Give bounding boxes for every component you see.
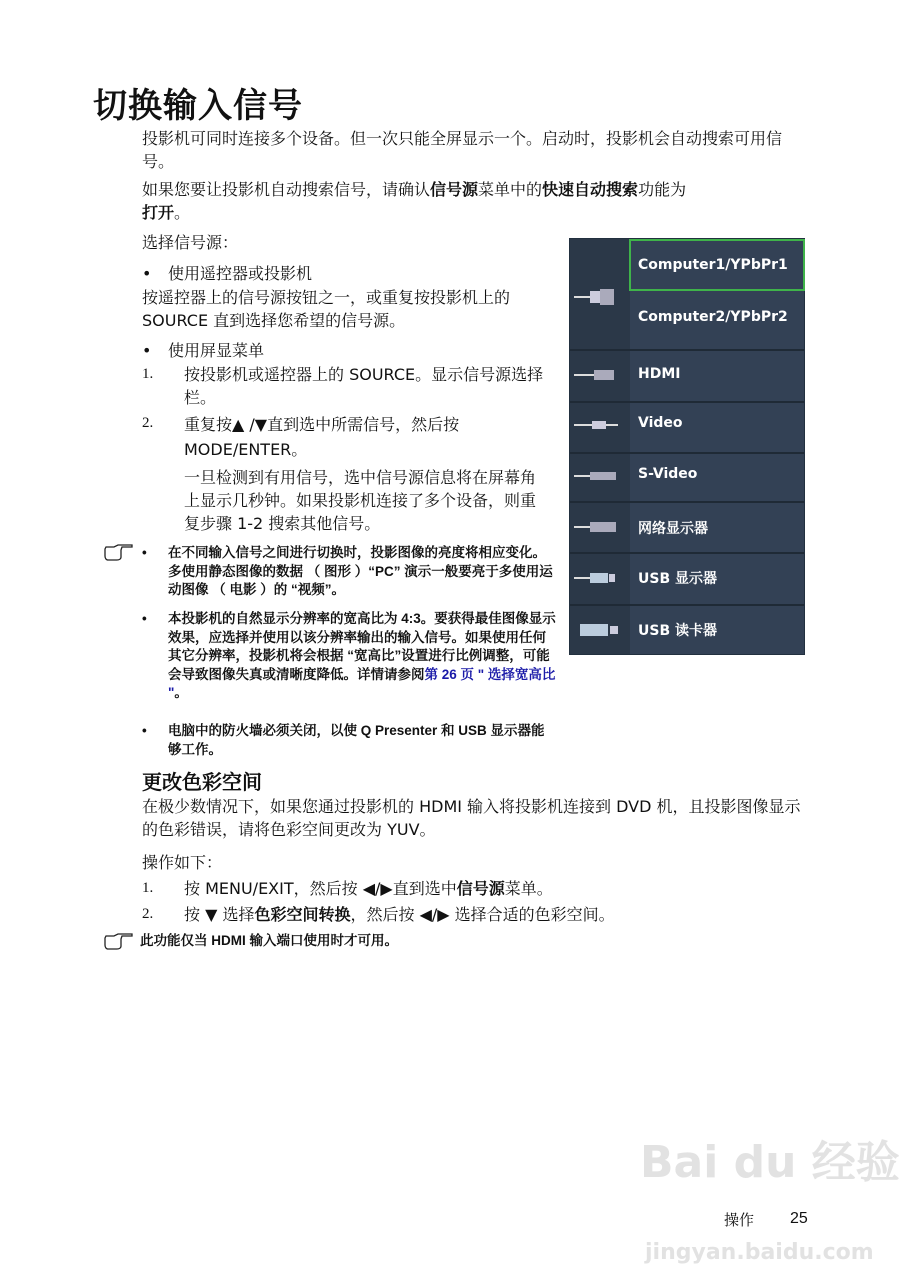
text: ，然后按 ◀/▶ 选择合适的色彩空间。 [350,905,615,924]
vga-connector-icon [574,287,620,307]
bullet-remote-text: 按遥控器上的信号源按钮之一，或重复按投影机上的 SOURCE 直到选择您希望的信号源。 [142,288,511,330]
intro-paragraph: 投影机可同时连接多个设备。但一次只能全屏显示一个。启动时，投影机会自动搜索可用信号。 [142,129,783,171]
step-text: 重复按▲ /▼直到选中所需信号，然后按 MODE/ENTER。 [184,415,460,459]
menu-item-network-display[interactable]: 网络显示器 [638,521,708,537]
menu-item-usb-display[interactable]: USB 显示器 [638,571,717,587]
text: 按 ▼ 选择 [184,905,255,924]
text: 本投影机的自然显示分辨率的宽高比为 4:3。要获得最佳图像显示效果，应选择并使用以该分辨率输出的输入信号。如果使用任何其它分辨率，投影机将会根据 “宽高比”设置进行比例调整，可能会导致图像失真或清晰度降低。详情请参阅 [168,611,556,682]
menu-row-svideo [570,452,804,503]
note-hdmi-only: 此功能仅当 HDMI 输入端口使用时才可用。 [140,933,398,948]
menu-row-network [570,501,804,554]
bullet-osd: 使用屏显菜单 [168,341,265,360]
usb-card-reader-icon [574,624,620,636]
step-number: 2. [142,415,154,431]
usb-connector-icon [574,572,620,584]
step-text: 按投影机或遥控器上的 SOURCE。显示信号源选择栏。 [184,365,544,407]
source-menu [569,238,805,655]
footer-section: 操作 [724,1211,755,1229]
text: 功能为 [638,180,687,199]
menu-item-computer2[interactable]: Computer2/YPbPr2 [638,309,788,325]
menu-item-video[interactable]: Video [638,415,683,431]
bold-term: 信号源 [456,879,505,898]
section-heading-color-space: 更改色彩空间 [142,770,262,794]
operations-label: 操作如下： [142,853,223,872]
note-aspect-ratio [168,610,558,703]
watermark-url: jingyan.baidu.com [645,1240,874,1265]
step-number: 2. [142,906,154,922]
bullet-remote: 使用遥控器或投影机 [168,264,313,283]
text: 。 [174,203,191,222]
step-number: 1. [142,366,154,382]
menu-item-usb-reader[interactable]: USB 读卡器 [638,623,717,639]
color-step-text [184,877,553,900]
menu-group-computer [570,239,804,351]
text: 如果您要让投影机自动搜索信号，请确认 [142,180,431,199]
bullet: • [142,611,147,626]
step-number: 1. [142,880,154,896]
bullet: • [142,545,147,560]
text: 菜单中的 [478,180,543,199]
text: 菜单。 [504,879,553,898]
menu-row-hdmi [570,349,804,403]
hdmi-connector-icon [574,369,620,381]
note-brightness: 在不同输入信号之间进行切换时，投影图像的亮度将相应变化。多使用静态图像的数据 （ 图形 ）“PC” 演示一般要亮于多使用运动图像 （ 电影 ）的 “视频”。 [168,545,553,597]
color-step-text [184,903,615,926]
bullet: • [142,341,152,360]
bold-term: 信号源 [430,180,479,199]
bold-term: 色彩空间转换 [254,905,351,924]
color-space-paragraph: 在极少数情况下，如果您通过投影机的 HDMI 输入将投影机连接到 DVD 机，且投影图像显示的色彩错误，请将色彩空间更改为 YUV。 [142,797,801,839]
network-connector-icon [574,521,620,533]
step-note: 一旦检测到有用信号，选中信号源信息将在屏幕角上显示几秒钟。如果投影机连接了多个设备，则重复步骤 1-2 搜索其他信号。 [184,468,537,533]
menu-item-svideo[interactable]: S-Video [638,466,698,482]
page-number: 25 [790,1210,808,1227]
note-hand-icon [104,543,134,561]
auto-search-paragraph [142,178,782,224]
select-source-label: 选择信号源： [142,233,239,252]
text: 按 MENU/EXIT，然后按 ◀/▶直到选中 [184,879,457,898]
menu-item-hdmi[interactable]: HDMI [638,366,681,382]
menu-row-video [570,401,804,454]
aspect-ratio-link[interactable]: 第 26 页 " 选择宽高比 " [168,666,556,700]
bold-term: 快速自动搜索 [542,180,639,199]
note-hand-icon [104,932,134,950]
page-title: 切换输入信号 [93,86,303,126]
text: 。 [174,685,188,700]
watermark-logo: Bai du 经验 [640,1137,900,1188]
rca-connector-icon [574,419,620,431]
menu-row-usb-display [570,552,804,606]
menu-row-usb-reader [570,604,804,656]
bullet: • [142,723,147,738]
svideo-connector-icon [574,470,620,482]
note-firewall: 电脑中的防火墙必须关闭，以使 Q Presenter 和 USB 显示器能够工作。 [168,723,545,757]
menu-item-computer1[interactable]: Computer1/YPbPr1 [638,257,788,273]
bold-term: 打开 [142,203,175,222]
bullet: • [142,264,152,283]
